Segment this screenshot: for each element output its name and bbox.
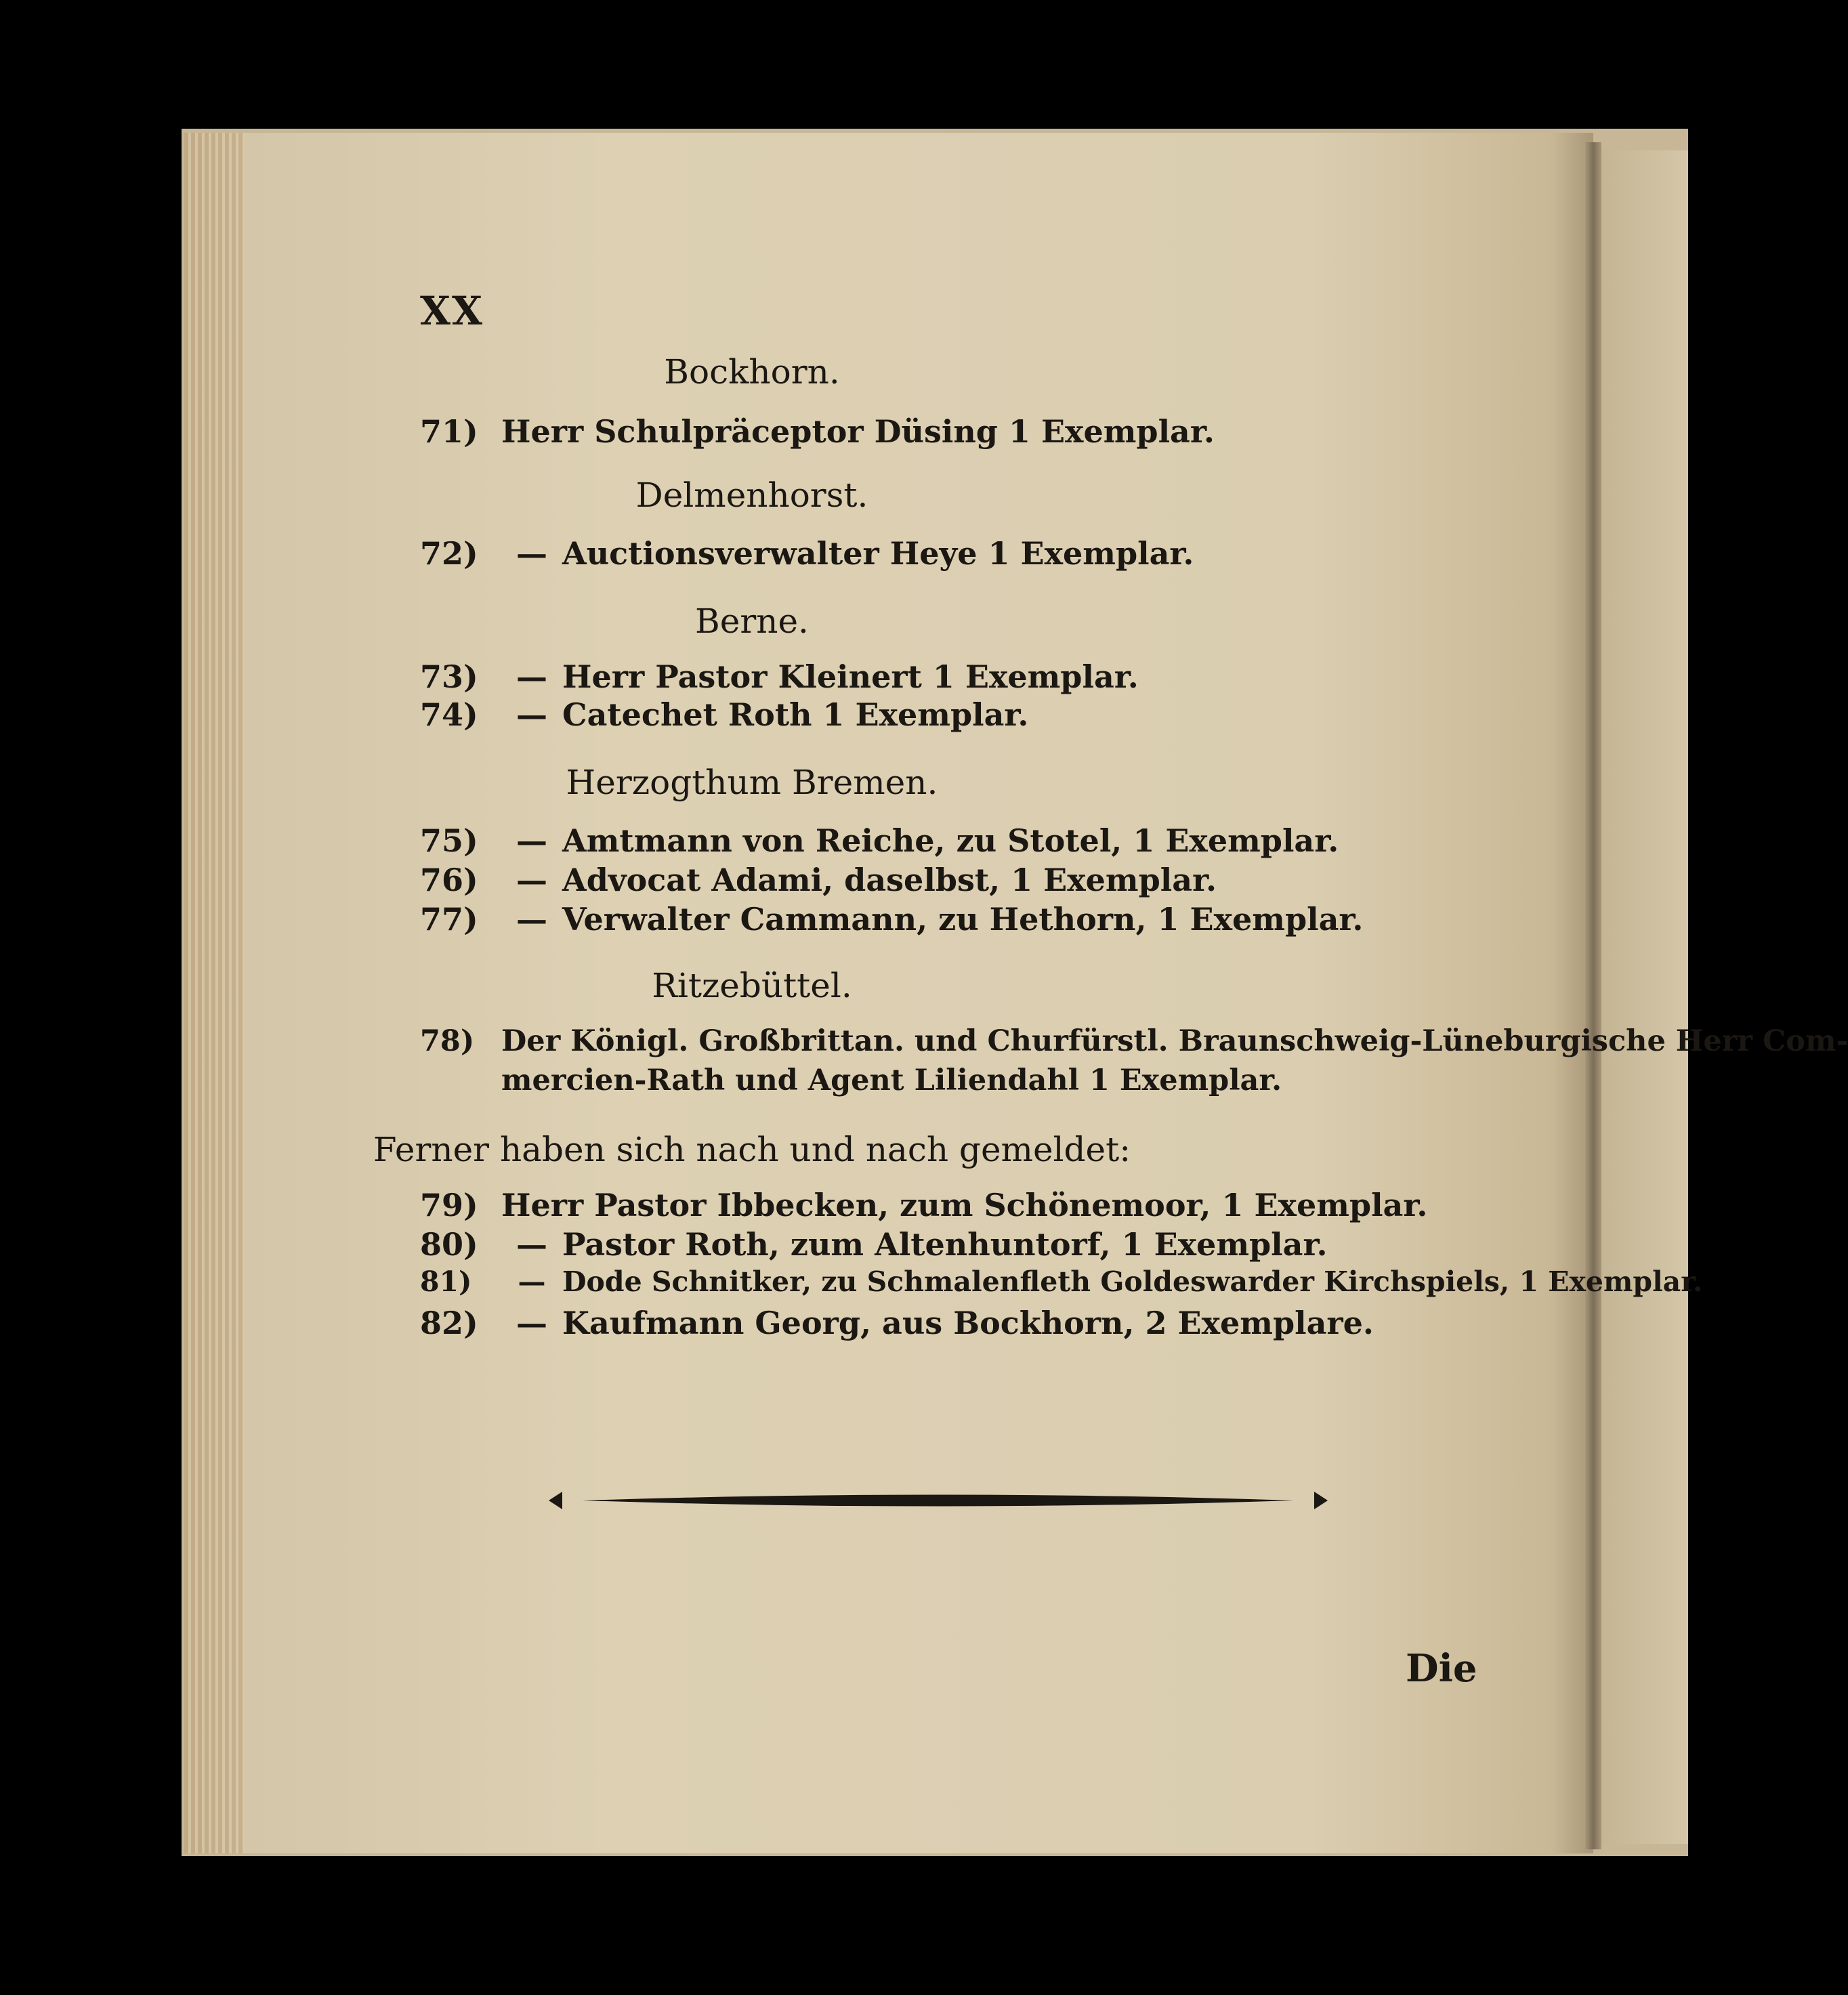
entry-dash: — xyxy=(516,696,547,733)
entry-text: Catechet Roth 1 Exemplar. xyxy=(562,696,1029,733)
entry-number: 79) xyxy=(420,1187,478,1223)
list-item xyxy=(420,413,1215,450)
section-heading-delmenhorst: Delmenhorst. xyxy=(635,476,868,515)
page-edges xyxy=(184,133,245,1853)
list-item xyxy=(420,862,1217,898)
entry-text: Amtmann von Reiche, zu Stotel, 1 Exemplar. xyxy=(562,822,1339,859)
section-heading-bockhorn: Bockhorn. xyxy=(664,352,840,392)
list-item xyxy=(420,1226,1327,1263)
entry-dash: — xyxy=(516,658,547,695)
entry-dash: — xyxy=(516,1226,547,1263)
entry-text: Pastor Roth, zum Altenhuntorf, 1 Exemplar. xyxy=(562,1226,1328,1263)
entry-number: 77) xyxy=(420,901,478,938)
entry-number: 73) xyxy=(420,658,478,695)
list-item xyxy=(420,1265,1702,1298)
entry-dash: — xyxy=(518,1265,546,1298)
entry-text: Dode Schnitker, zu Schmalenfleth Goldeswarder Kirchspiels, 1 Exemplar. xyxy=(562,1265,1703,1298)
list-item xyxy=(420,1187,1427,1223)
entry-dash: — xyxy=(516,862,547,898)
list-item xyxy=(420,1305,1374,1341)
entry-text: Herr Schulpräceptor Düsing 1 Exemplar. xyxy=(501,413,1215,450)
section-heading-bremen: Herzogthum Bremen. xyxy=(566,763,938,802)
entry-number: 82) xyxy=(420,1305,478,1341)
catchword: Die xyxy=(1406,1646,1477,1691)
entry-text: Advocat Adami, daselbst, 1 Exemplar. xyxy=(562,862,1217,898)
entry-number: 80) xyxy=(420,1226,478,1263)
list-item xyxy=(420,658,1139,695)
entry-number: 78) xyxy=(420,1024,475,1058)
entry-dash: — xyxy=(516,901,547,938)
ornamental-rule xyxy=(542,1484,1335,1517)
entry-text: Kaufmann Georg, aus Bockhorn, 2 Exemplare. xyxy=(562,1305,1374,1341)
section-heading-berne: Berne. xyxy=(695,602,809,641)
entry-number: 71) xyxy=(420,413,478,450)
section-heading-ritzebuettel: Ritzebüttel. xyxy=(652,966,852,1005)
list-item xyxy=(420,696,1028,733)
entry-number: 72) xyxy=(420,535,478,572)
entry-continuation: mercien-Rath und Agent Liliendahl 1 Exemplar. xyxy=(501,1064,1282,1097)
entry-text: Der Königl. Großbrittan. und Churfürstl. Braunschweig-Lüneburgische Herr Com- xyxy=(501,1024,1848,1058)
entry-number: 74) xyxy=(420,696,478,733)
right-page-edge xyxy=(1601,150,1688,1844)
section-heading-addenda: Ferner haben sich nach und nach gemeldet: xyxy=(373,1130,1131,1169)
entry-number: 81) xyxy=(420,1265,472,1298)
entry-dash: — xyxy=(516,1305,547,1341)
entry-dash: — xyxy=(516,535,547,572)
list-item xyxy=(420,822,1339,859)
entry-number: 76) xyxy=(420,862,478,898)
list-item xyxy=(420,535,1194,572)
page-folio: XX xyxy=(420,288,484,334)
entry-text: Herr Pastor Ibbecken, zum Schönemoor, 1 Exemplar. xyxy=(501,1187,1428,1223)
entry-dash: — xyxy=(516,822,547,859)
gutter xyxy=(1585,142,1601,1849)
entry-text: Auctionsverwalter Heye 1 Exemplar. xyxy=(562,535,1194,572)
entry-number: 75) xyxy=(420,822,478,859)
list-item xyxy=(420,1024,1848,1058)
entry-text: Herr Pastor Kleinert 1 Exemplar. xyxy=(562,658,1139,695)
entry-text: Verwalter Cammann, zu Hethorn, 1 Exemplar. xyxy=(562,901,1364,938)
list-item xyxy=(420,901,1363,938)
